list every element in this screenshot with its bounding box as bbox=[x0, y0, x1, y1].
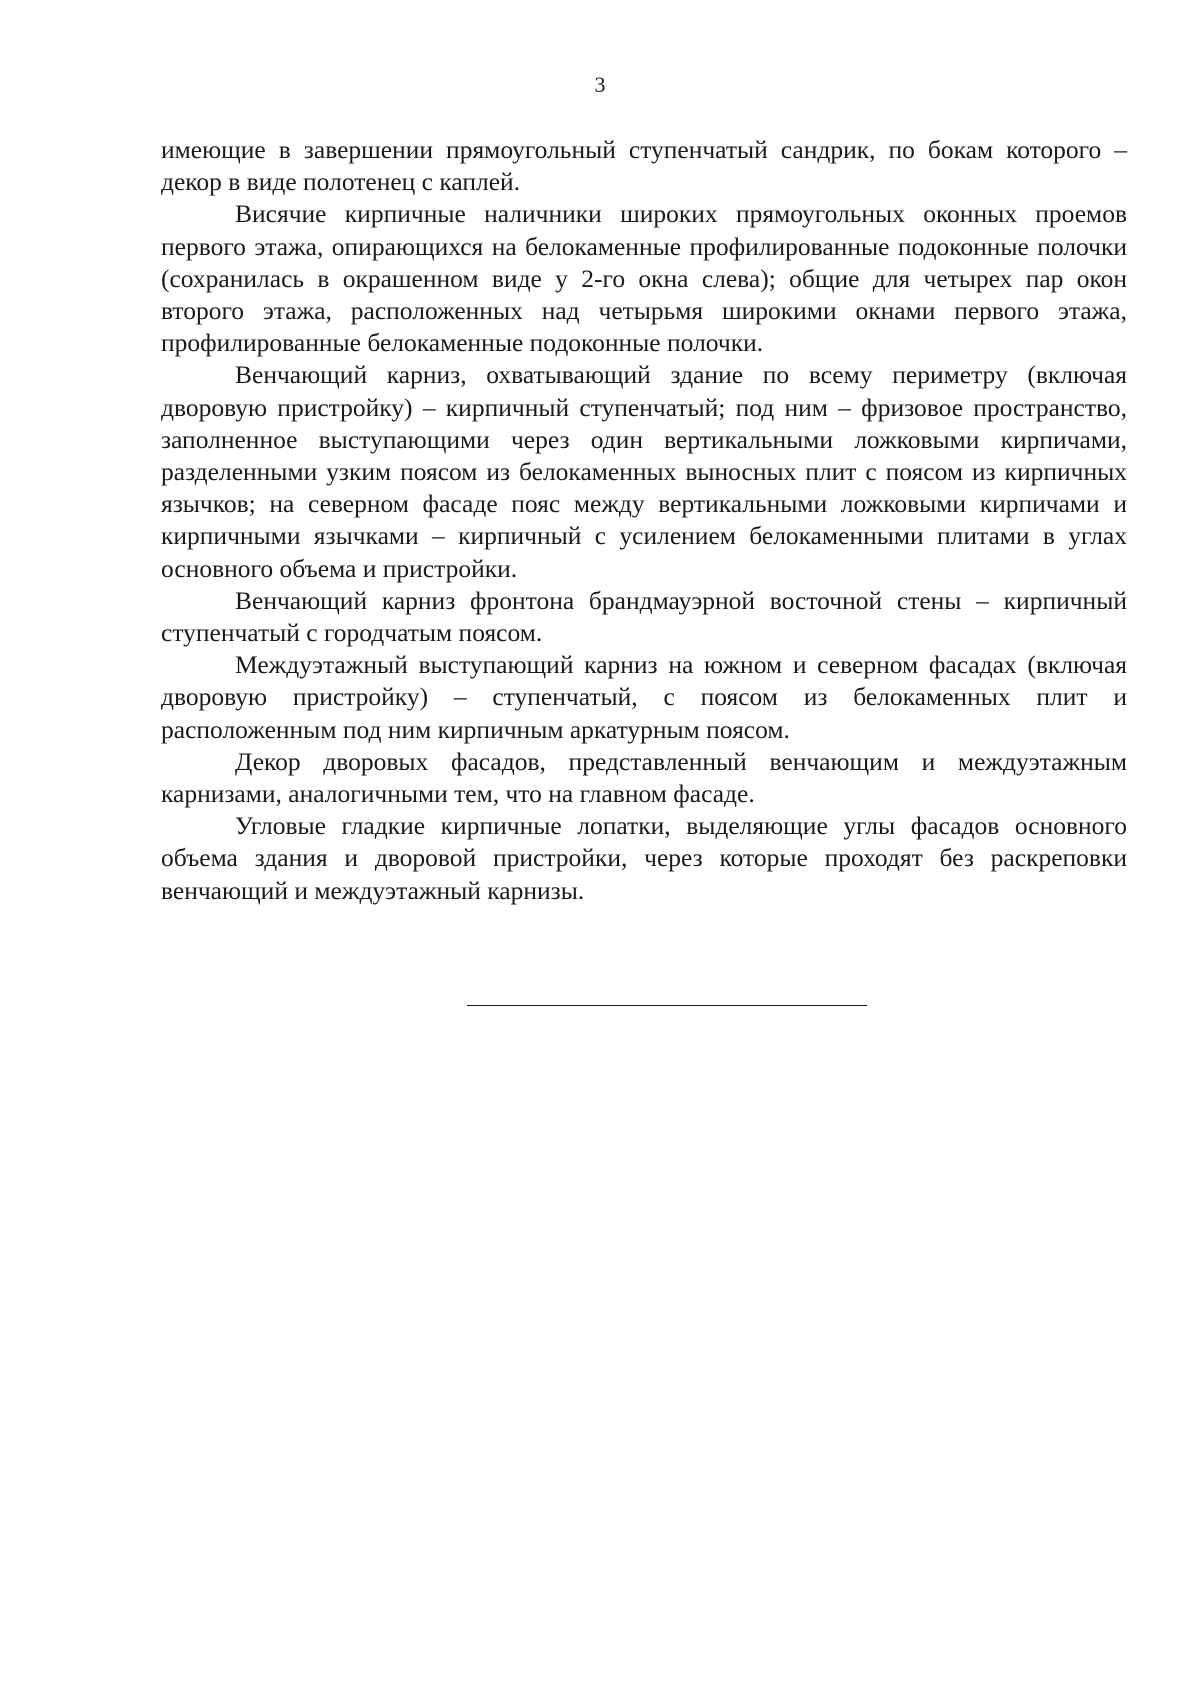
paragraph-pediment-cornice: Венчающий карниз фронтона брандмауэрной восточной стены – кирпичный ступенчатый с городчатым поясом. bbox=[161, 585, 1127, 648]
paragraph-window-surrounds: Висячие кирпичные наличники широких прямоугольных оконных проемов первого этажа, опирающихся на белокаменные профилированные подоконные полочки (сохранилась в окрашенном виде у 2-го окна слева); общие для четырех пар окон второго этажа, расположенных над четырьмя широкими окнами первого этажа, профилированные белокаменные подоконные полочки. bbox=[161, 199, 1127, 358]
paragraph-courtyard-facades: Декор дворовых фасадов, представленный венчающим и междуэтажным карнизами, аналогичными тем, что на главном фасаде. bbox=[161, 746, 1127, 809]
document-body bbox=[161, 134, 1127, 907]
paragraph-interfloor-cornice: Междуэтажный выступающий карниз на южном и северном фасадах (включая дворовую пристройку) – ступенчатый, с поясом из белокаменных плит и расположенным под ним кирпичным аркатурным поясом. bbox=[161, 650, 1127, 744]
page-number: 3 bbox=[594, 72, 606, 97]
paragraph-continuation: имеющие в завершении прямоугольный ступенчатый сандрик, по бокам которого – декор в виде полотенец с каплей. bbox=[161, 135, 1127, 197]
end-divider bbox=[467, 1005, 867, 1006]
paragraph-crowning-cornice: Венчающий карниз, охватывающий здание по всему периметру (включая дворовую пристройку) – кирпичный ступенчатый; под ним – фризовое пространство, заполненное выступающими через один вертикальными ложковыми кирпичами, разделенными узким поясом из белокаменных выносных плит с поясом из кирпичных язычков; на северном фасаде пояс между вертикальными ложковыми кирпичами и кирпичными язычками – кирпичный с усилением белокаменными плитами в углах основного объема и пристройки. bbox=[161, 360, 1127, 583]
paragraph-corner-pilasters: Угловые гладкие кирпичные лопатки, выделяющие углы фасадов основного объема здания и дворовой пристройки, через которые проходят без раскреповки венчающий и междуэтажный карнизы. bbox=[161, 811, 1127, 905]
